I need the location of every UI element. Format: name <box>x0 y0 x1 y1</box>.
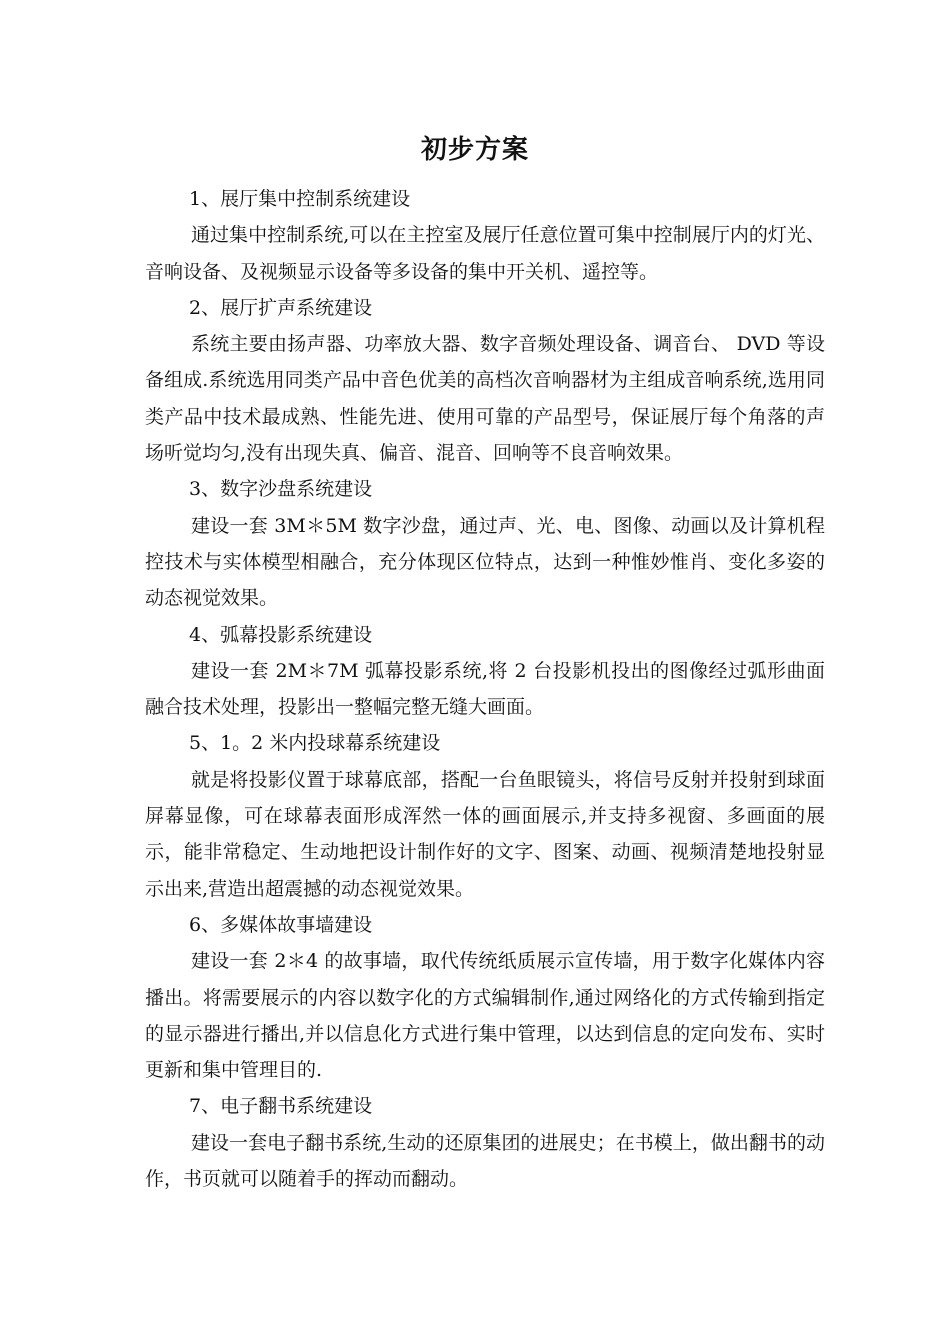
section-paragraph-2: 系统主要由扬声器、功率放大器、数字音频处理设备、调音台、 DVD 等设备组成.系统选用同类产品中音色优美的高档次音响器材为主组成音响系统,选用同类产品中技术最成熟、性能先进、使用可靠的产品型号，保证展厅每个角落的声场听觉均匀,没有出现失真、偏音、混音、回响等不良音响效果。 <box>145 333 825 465</box>
section-paragraph-4: 建设一套 2M＊7M 弧幕投影系统,将 2 台投影机投出的图像经过弧形曲面融合技术处理，投影出一整幅完整无缝大画面。 <box>145 659 825 719</box>
section-paragraph-3: 建设一套 3M＊5M 数字沙盘，通过声、光、电、图像、动画以及计算机程控技术与实体模型相融合，充分体现区位特点，达到一种惟妙惟肖、变化多姿的动态视觉效果。 <box>145 514 825 610</box>
section-heading-1: 1、展厅集中控制系统建设 <box>189 188 411 210</box>
section-heading-7: 7、电子翻书系统建设 <box>189 1095 373 1118</box>
section-heading-3: 3、数字沙盘系统建设 <box>189 478 373 501</box>
section-paragraph-1: 通过集中控制系统,可以在主控室及展厅任意位置可集中控制展厅内的灯光、音响设备、及视频显示设备等多设备的集中开关机、遥控等。 <box>145 224 825 283</box>
section-heading-6: 6、多媒体故事墙建设 <box>189 913 373 936</box>
document-body <box>145 181 825 1197</box>
section-heading-2: 2、展厅扩声系统建设 <box>189 296 373 319</box>
section-paragraph-6: 建设一套 2＊4 的故事墙，取代传统纸质展示宣传墙，用于数字化媒体内容播出。将需要展示的内容以数字化的方式编辑制作,通过网络化的方式传输到指定的显示器进行播出,并以信息化方式进行集中管理，以达到信息的定向发布、实时更新和集中管理目的. <box>145 950 825 1082</box>
section-paragraph-7: 建设一套电子翻书系统,生动的还原集团的进展史；在书模上，做出翻书的动作，书页就可以随着手的挥动而翻动。 <box>145 1131 825 1191</box>
section-heading-5: 5、1。2 米内投球幕系统建设 <box>189 732 441 755</box>
section-heading-4: 4、弧幕投影系统建设 <box>189 623 373 646</box>
section-paragraph-5: 就是将投影仪置于球幕底部，搭配一台鱼眼镜头，将信号反射并投射到球面屏幕显像，可在球幕表面形成浑然一体的画面展示,并支持多视窗、多画面的展示，能非常稳定、生动地把设计制作好的文字、图案、动画、视频清楚地投射显示出来,营造出超震撼的动态视觉效果。 <box>145 768 825 900</box>
document-title: 初步方案 <box>420 135 529 165</box>
